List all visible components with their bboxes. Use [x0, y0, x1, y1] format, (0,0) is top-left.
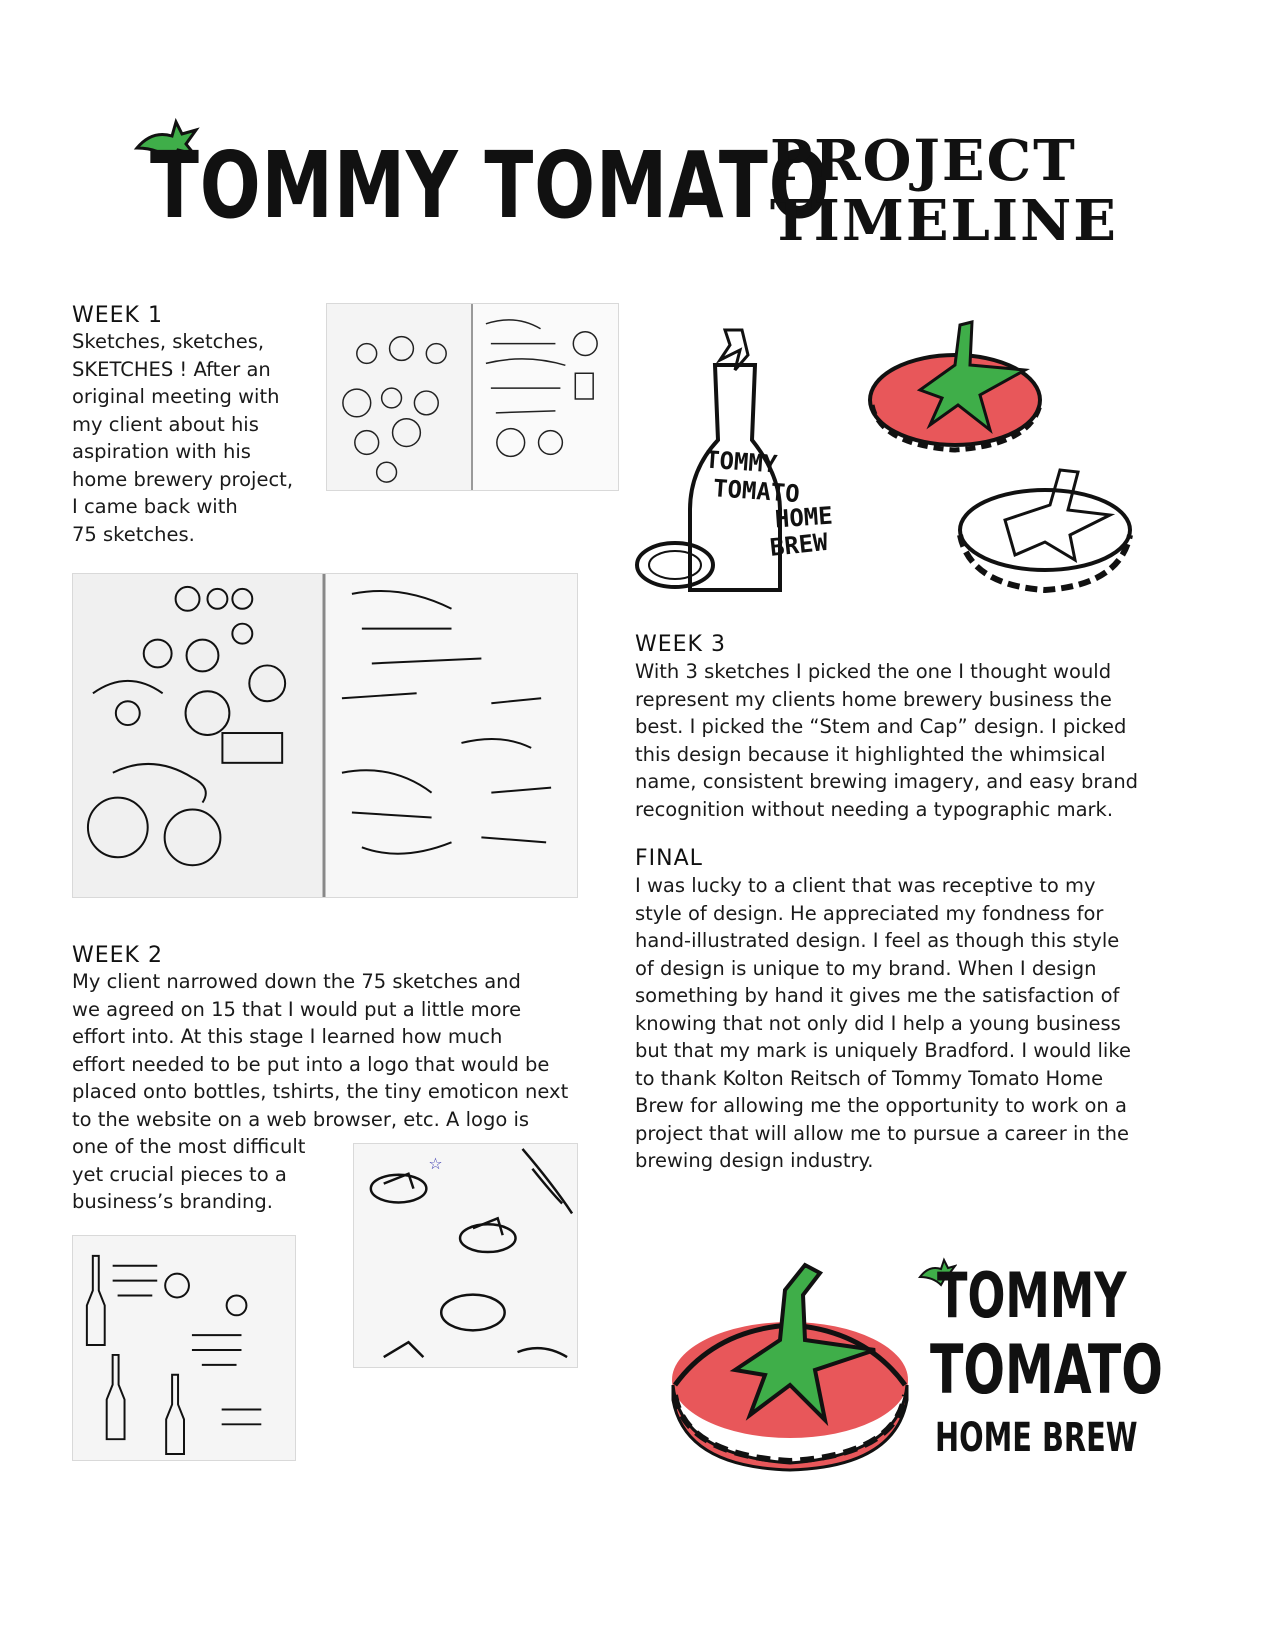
week2-heading: WEEK 2	[72, 943, 163, 968]
final-logo-line-2: TOMATO	[930, 1331, 1163, 1410]
title-line-1: PROJECT	[770, 128, 1077, 194]
bottle-label-line-1: TOMMY	[704, 445, 779, 479]
header	[130, 118, 1120, 258]
week3-text: With 3 sketches I picked the one I thought would represent my clients home brewery business the best. I picked the “Stem and Cap” design. I picked this design because it highlighted the whimsical name, consistent brewing imagery, and easy brand recognition without needing a typographic mark.	[635, 660, 1139, 821]
final-logo-line-3: HOME BREW	[935, 1415, 1138, 1461]
final-logo-line-1: TOMMY	[937, 1259, 1127, 1332]
week1-text: Sketches, sketches, SKETCHES ! After an original meeting with my client about his aspiration with his home brewery project, I came back with 75 sketches.	[72, 330, 294, 546]
bottle-label-line-4: BREW	[768, 527, 829, 562]
week2-bottles-sketch-image	[72, 1235, 296, 1461]
final-heading: FINAL	[635, 846, 703, 871]
stem-and-cap-illustrations	[630, 310, 1150, 610]
bottle-label	[704, 445, 834, 562]
tomato-cap-logo-icon	[655, 1255, 925, 1475]
svg-text:☆: ☆	[428, 1153, 443, 1173]
week2-text-wide: My client narrowed down the 75 sketches and we agreed on 15 that I would put a little more effort into. At this stage I learned how much effort needed to be put into a logo that would be placed onto bottles, tshirts, the tiny emoticon next to the website on a web browser, etc. A logo is	[72, 970, 569, 1131]
week3-heading: WEEK 3	[635, 632, 726, 657]
sketchbook-spread-image	[72, 573, 578, 898]
week2-text-narrow: one of the most difficult yet crucial pieces to a business’s branding.	[72, 1135, 306, 1213]
bottle-label-line-3: HOME	[774, 501, 834, 534]
logo-text: TOMMY TOMATO	[150, 132, 831, 239]
week2-caps-sketch-image	[353, 1143, 578, 1368]
outline-cap-illustration	[950, 460, 1140, 600]
week1-sketch-image	[326, 303, 619, 491]
red-cap-illustration	[860, 310, 1060, 460]
final-text: I was lucky to a client that was receptive to my style of design. He appreciated my fondness for hand-illustrated design. I feel as though this style of design is unique to my brand. When I design something by hand it gives me the satisfaction of knowing that not only did I help a young business but that my mark is uniquely Bradford. I would like to thank Kolton Reitsch of Tommy Tomato Home Brew for allowing me the opportunity to work on a project that will allow me to pursue a career in the brewing design industry.	[635, 874, 1131, 1172]
week1-heading: WEEK 1	[72, 303, 163, 328]
final-logo	[655, 1255, 1163, 1475]
title-line-2: TIMELINE	[770, 188, 1118, 254]
bottle-label-line-2: TOMATO	[712, 474, 801, 509]
